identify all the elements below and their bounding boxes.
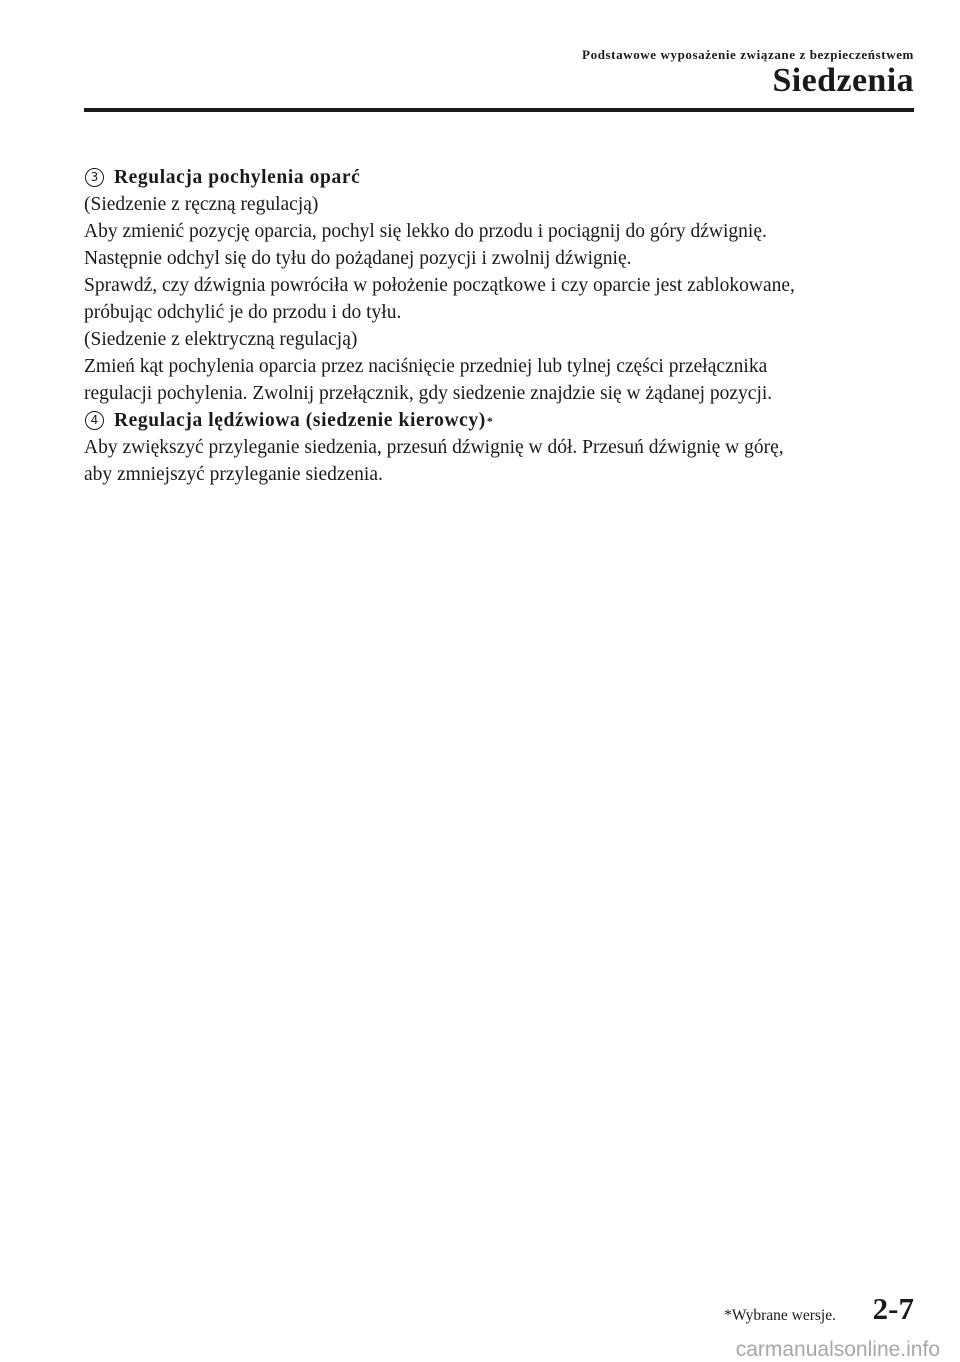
heading-recline [84,164,914,191]
paragraph-line: aby zmniejszyć przyleganie siedzenia. [84,464,383,485]
section-header: Podstawowe wyposażenie związane z bezpieczeństwem [582,47,914,62]
content [84,164,914,488]
paragraph-line: (Siedzenie z ręczną regulacją) [84,194,319,215]
watermark: carmanualsonline.info [735,1338,940,1361]
paragraph-line: próbując odchylić je do przodu i do tyłu. [84,302,402,323]
paragraph-line: (Siedzenie z elektryczną regulacją) [84,329,358,350]
heading-lumbar: 4 Regulacja lędźwiowa (siedzenie kierowcy) * [84,407,914,434]
paragraph-line: regulacji pochylenia. Zwolnij przełącznik, gdy siedzenie znajdzie się w żądanej pozycji. [84,383,773,404]
page-number: 2-7 [872,1291,914,1326]
paragraph-line: Następnie odchyl się do tyłu do pożądanej pozycji i zwolnij dźwignię. [84,248,632,269]
paragraph-line: Aby zwiększyć przyleganie siedzenia, przesuń dźwignię w dół. Przesuń dźwignię w górę, [84,437,784,458]
heading-recline-text: Regulacja pochylenia oparć [114,167,361,188]
circled-number-4-icon: 4 [85,411,104,430]
paragraph-line: Aby zmienić pozycję oparcia, pochyl się lekko do przodu i pociągnij do góry dźwignię. [84,221,767,242]
page-title: Siedzenia [772,62,914,99]
header-rule [84,108,914,112]
paragraph-line: Zmień kąt pochylenia oparcia przez naciśnięcie przedniej lub tylnej części przełącznika [84,356,768,377]
paragraph-line: Sprawdź, czy dźwignia powróciła w położenie początkowe i czy oparcie jest zablokowane, [84,275,795,296]
heading-lumbar-text: Regulacja lędźwiowa (siedzenie kierowcy) [114,410,486,431]
circled-number-3-icon: 3 [85,168,104,187]
footnote: *Wybrane wersje. [724,1307,836,1324]
